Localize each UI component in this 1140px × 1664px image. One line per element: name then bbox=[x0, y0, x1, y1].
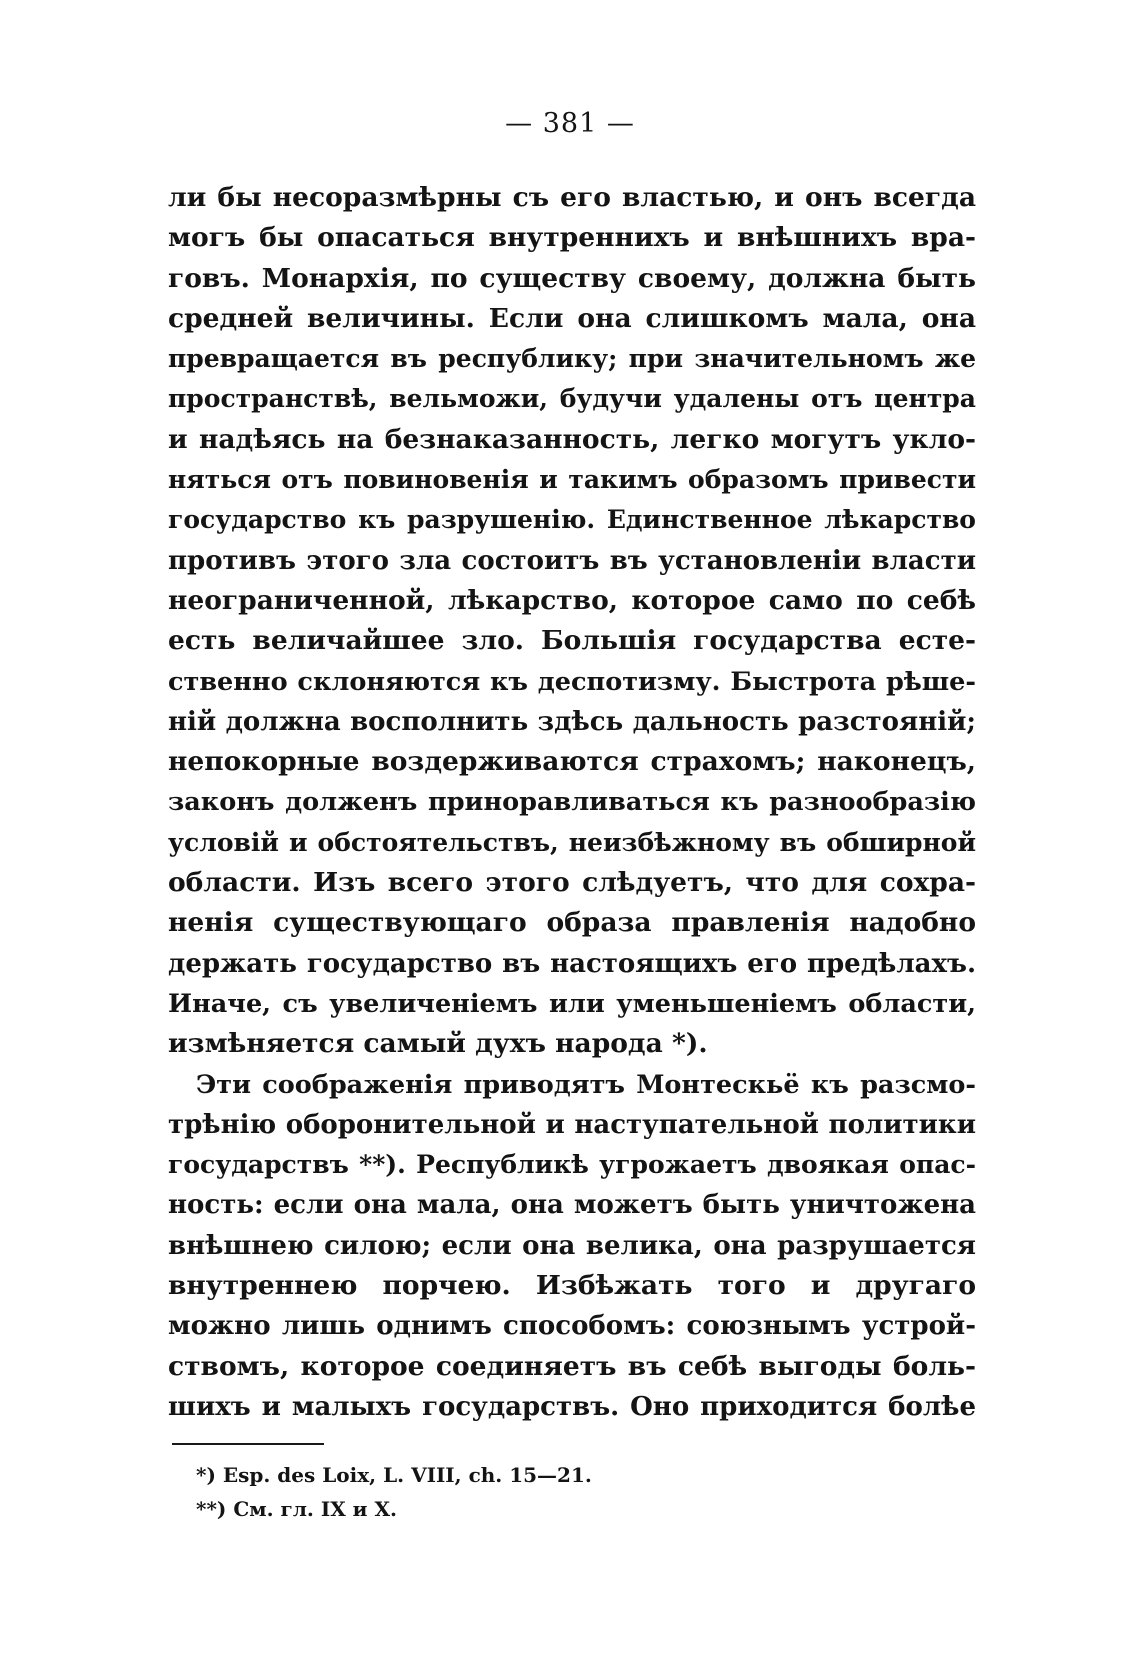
text-line: шихъ и малыхъ государствъ. Оно приходится болѣе bbox=[168, 1391, 976, 1422]
text-line: противъ этого зла состоитъ въ установленіи власти bbox=[168, 545, 976, 576]
text-line: ли бы несоразмѣрны съ его властью, и онъ всегда bbox=[168, 182, 976, 213]
text-line: ненія существующаго образа правленія надобно bbox=[168, 907, 976, 939]
text-line: говъ. Монархія, по существу своему, должна быть bbox=[168, 262, 976, 294]
text-line: трѣнію оборонительной и наступательной политики bbox=[168, 1109, 976, 1140]
text-line: законъ долженъ приноравливаться къ разнообразію bbox=[168, 787, 976, 818]
footnote-divider bbox=[172, 1443, 324, 1445]
text-line: ность: если она мала, она можетъ быть уничтожена bbox=[168, 1190, 976, 1221]
text-line: непокорные воздерживаются страхомъ; наконецъ, bbox=[168, 746, 976, 778]
text-line: превращается въ республику; при значительномъ же bbox=[168, 344, 976, 374]
text-line: пространствѣ, вельможи, будучи удалены отъ центра bbox=[168, 384, 976, 414]
paragraph-1 bbox=[168, 178, 976, 1065]
text-line: Иначе, съ увеличеніемъ или уменьшеніемъ области, bbox=[168, 988, 976, 1019]
page-number: — 381 — bbox=[505, 108, 635, 139]
text-line: могъ бы опасаться внутреннихъ и внѣшнихъ вра- bbox=[168, 222, 976, 254]
text-line: внутреннею порчею. Избѣжать того и другаго bbox=[168, 1270, 976, 1302]
text-line: и надѣясь на безнаказанность, легко могутъ укло- bbox=[168, 423, 976, 455]
text-line: Эти соображенія приводятъ Монтескьё къ разсмо- bbox=[196, 1069, 976, 1100]
body-text bbox=[168, 178, 976, 1427]
text-line: условій и обстоятельствъ, неизбѣжному въ обширной bbox=[168, 827, 976, 857]
text-line: ній должна восполнить здѣсь дальность разстояній; bbox=[168, 706, 976, 737]
text-line: неограниченной, лѣкарство, которое само по себѣ bbox=[168, 584, 976, 616]
text-line: области. Изъ всего этого слѣдуетъ, что для сохра- bbox=[168, 867, 976, 899]
text-line: держать государство въ настоящихъ его предѣлахъ. bbox=[168, 948, 976, 979]
text-line: няться отъ повиновенія и такимъ образомъ привести bbox=[168, 465, 976, 495]
text-line: ствомъ, которое соединяетъ въ себѣ выгоды боль- bbox=[168, 1350, 976, 1382]
text-line: внѣшнею силою; если она велика, она разрушается bbox=[168, 1230, 976, 1261]
text-line: можно лишь однимъ способомъ: союзнымъ устрой- bbox=[168, 1311, 976, 1342]
text-line: государствъ **). Республикѣ угрожаетъ двоякая опас- bbox=[168, 1150, 976, 1180]
footnote-1: *) Esp. des Loix, L. VIII, ch. 15—21. bbox=[196, 1463, 592, 1487]
text-line: измѣняется самый духъ народа *). bbox=[168, 1028, 708, 1060]
text-line: ственно склоняются къ деспотизму. Быстрота рѣше- bbox=[168, 666, 976, 697]
text-line: государство къ разрушенію. Единственное лѣкарство bbox=[168, 505, 976, 535]
paragraph-2 bbox=[168, 1065, 976, 1428]
footnotes bbox=[196, 1458, 592, 1526]
text-line: есть величайшее зло. Большія государства есте- bbox=[168, 625, 976, 657]
text-line: средней величины. Если она слишкомъ мала, она bbox=[168, 302, 976, 334]
footnote-2: **) См. гл. IX и X. bbox=[196, 1497, 397, 1521]
